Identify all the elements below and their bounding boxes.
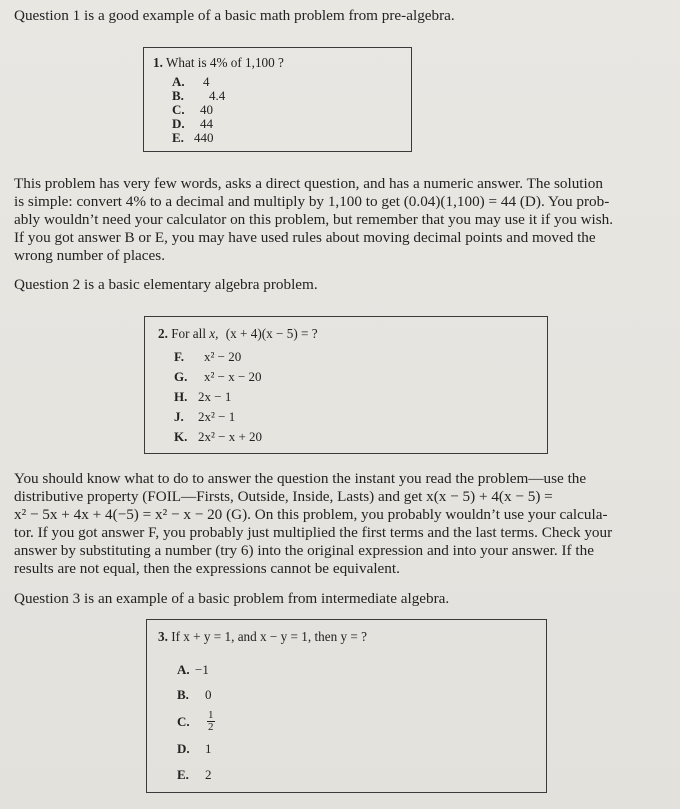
paragraph-1-line-2: is simple: convert 4% to a decimal and multiply by 1,100 to get (0.04)(1,100) = 44 (D). You prob- — [14, 193, 610, 210]
question-1-box — [143, 47, 412, 152]
q1-choice-d: D. 44 — [172, 116, 213, 131]
paragraph-1-line-3: ably wouldn’t need your calculator on this problem, but remember that you may use it if you wish. — [14, 211, 614, 228]
q2-choice-f: F. x² − 20 — [174, 349, 242, 364]
question-2-box — [144, 316, 548, 454]
one-half-fraction: $\frac{1}{2}$ — [208, 709, 214, 733]
paragraph-1-line-4: If you got answer B or E, you may have used rules about moving decimal points and moved the — [14, 229, 596, 246]
q1-choice-b: B. 4.4 — [172, 88, 226, 103]
paragraph-1-line-1: This problem has very few words, asks a direct question, and has a numeric answer. The solution — [14, 175, 603, 192]
paragraph-2-line-6: results are not equal, then the expressions cannot be equivalent. — [14, 560, 400, 577]
paragraph-1-line-5: wrong number of places. — [14, 247, 165, 264]
paragraph-2-line-3: x² − 5x + 4x + 4(−5) = x² − x − 20 (G). On this problem, you probably wouldn’t use your calcula- — [14, 506, 608, 523]
q3-choice-c: C. $\frac{1}{2}$ — [177, 709, 214, 733]
paragraph-2-line-1: You should know what to do to answer the question the instant you read the problem—use the — [14, 470, 587, 487]
intro-question-3: Question 3 is an example of a basic problem from intermediate algebra. — [14, 590, 450, 607]
question-3-stem — [158, 629, 367, 645]
q3-choice-a: A. −1 — [177, 662, 209, 677]
q2-choice-g: G. x² − x − 20 — [174, 369, 262, 384]
q1-choice-c: C. 40 — [172, 102, 213, 117]
q3-choice-d: D. 1 — [177, 741, 212, 756]
intro-question-1: Question 1 is a good example of a basic math problem from pre-algebra. — [14, 7, 455, 24]
question-3-text: If x + y = 1, and x − y = 1, then y = ? — [171, 629, 367, 644]
question-2-number: 2. — [158, 326, 168, 341]
paragraph-2-line-4: tor. If you got answer F, you probably just multiplied the first terms and the last terms. Check your — [14, 524, 613, 541]
question-1-text: What is 4% of 1,100 ? — [165, 55, 284, 70]
paragraph-2-line-2: distributive property (FOIL—Firsts, Outside, Inside, Lasts) and get x(x − 5) + 4(x − 5) = — [14, 488, 553, 505]
question-3-number: 3. — [158, 629, 168, 644]
q3-choice-b: B. 0 — [177, 687, 212, 702]
question-3-box — [146, 619, 547, 793]
q3-choice-e: E. 2 — [177, 767, 212, 782]
intro-question-2: Question 2 is a basic elementary algebra problem. — [14, 276, 318, 293]
q2-choice-k: K. 2x² − x + 20 — [174, 429, 263, 444]
question-1-number: 1. — [153, 55, 163, 70]
q2-choice-h: H. 2x − 1 — [174, 389, 232, 404]
question-1-stem — [153, 55, 284, 71]
q2-choice-j: J. 2x² − 1 — [174, 409, 236, 424]
question-2-stem: 2. For all x, (x + 4)(x − 5) = ? — [158, 326, 318, 341]
q1-choice-e: E. 440 — [172, 130, 214, 145]
q1-choice-a: A. 4 — [172, 74, 210, 89]
paragraph-2-line-5: answer by substituting a number (try 6) into the original expression and into your answer. If the — [14, 542, 594, 559]
